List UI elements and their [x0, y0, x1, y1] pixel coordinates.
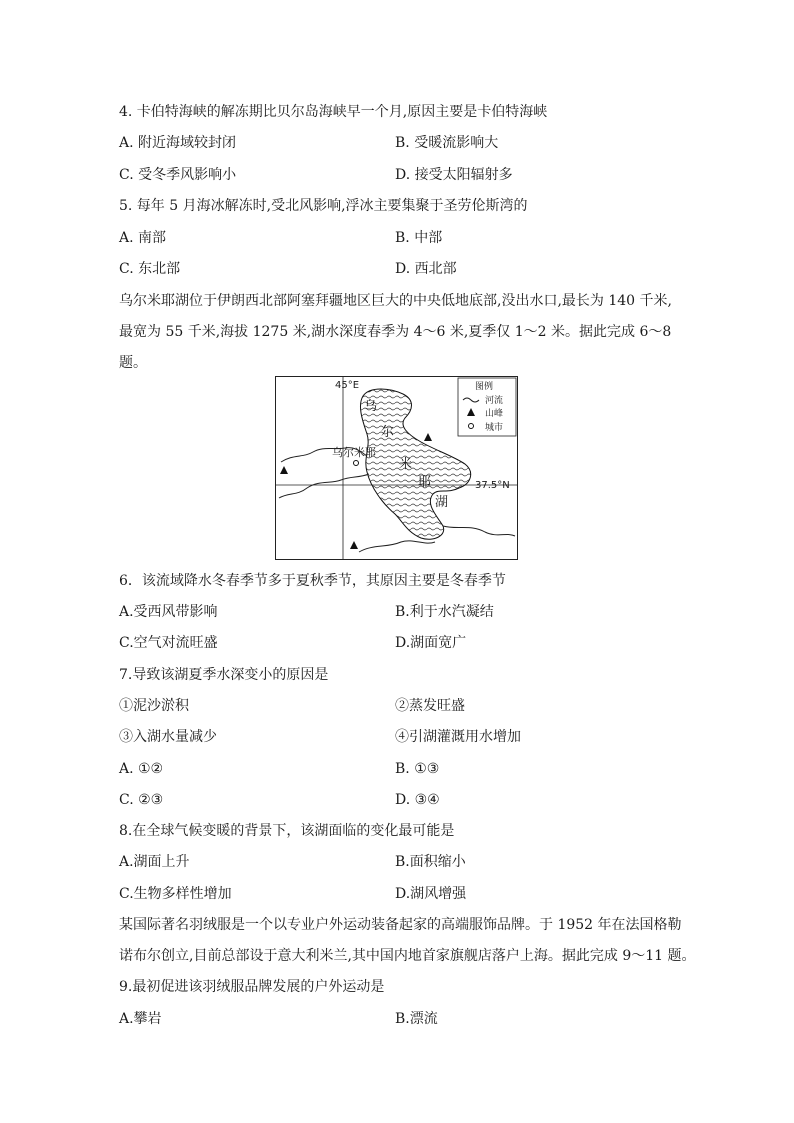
q9-stem: 9.最初促进该羽绒服品牌发展的户外运动是	[119, 979, 385, 995]
lake-label-char-5: 湖	[435, 495, 449, 510]
q4-option-b: B. 受暖流影响大	[395, 135, 499, 151]
legend-city-label: 城市	[485, 423, 504, 433]
lake-label-char-3: 米	[399, 457, 413, 472]
q8-option-d: D.湖风增强	[395, 886, 467, 902]
q4-stem: 4. 卡伯特海峡的解冻期比贝尔岛海峡早一个月,原因主要是卡伯特海峡	[119, 104, 548, 120]
q8-option-a: A.湖面上升	[119, 854, 190, 870]
city-urmia-marker	[354, 461, 359, 466]
passage1-line2: 最宽为 55 千米,海拔 1275 米,湖水深度春季为 4～6 米,夏季仅 1～2 米。据此完成 6～8	[119, 324, 672, 340]
legend-title: 图例	[475, 382, 494, 392]
q5-option-d: D. 西北部	[395, 261, 457, 277]
q4-option-a: A. 附近海域较封闭	[119, 135, 237, 151]
q6-option-d: D.湖面宽广	[395, 635, 467, 651]
q7-option-c: C. ②③	[119, 792, 164, 808]
q8-stem: 8.在全球气候变暖的背景下，该湖面临的变化最可能是	[119, 823, 455, 839]
q4-option-c: C. 受冬季风影响小	[119, 167, 237, 183]
q6-option-a: A.受西风带影响	[119, 604, 218, 620]
lake-urmia-map	[275, 376, 518, 560]
latitude-label: 37.5°N	[475, 480, 510, 491]
legend-city-icon	[469, 424, 474, 429]
lake-label-char-4: 耶	[418, 475, 432, 490]
city-urmia-label: 乌尔米耶	[332, 446, 376, 459]
q8-option-b: B.面积缩小	[395, 854, 466, 870]
q6-stem: 6．该流域降水冬春季节多于夏秋季节，其原因主要是冬春季节	[119, 573, 506, 589]
q8-option-c: C.生物多样性增加	[119, 886, 232, 902]
q6-option-b: B.利于水汽凝结	[395, 604, 494, 620]
passage2-line2: 诺布尔创立,目前总部设于意大利米兰,其中国内地首家旗舰店落户上海。据此完成 9～11 题。	[119, 948, 696, 964]
q5-stem: 5. 每年 5 月海冰解冻时,受北风影响,浮冰主要集聚于圣劳伦斯湾的	[119, 198, 528, 214]
passage1-line3: 题。	[119, 355, 147, 371]
legend-river-label: 河流	[485, 396, 504, 406]
q5-option-a: A. 南部	[119, 230, 167, 246]
q5-option-c: C. 东北部	[119, 261, 181, 277]
q9-option-a: A.攀岩	[119, 1011, 162, 1027]
passage1-line1: 乌尔米耶湖位于伊朗西北部阿塞拜疆地区巨大的中央低地底部,没出水口,最长为 140 千米,	[119, 293, 672, 309]
q7-item-3: ③入湖水量减少	[119, 729, 217, 745]
longitude-label: 45°E	[335, 380, 360, 391]
q5-option-b: B. 中部	[395, 230, 443, 246]
q4-option-d: D. 接受太阳辐射多	[395, 167, 513, 183]
q7-option-b: B. ①③	[395, 761, 440, 777]
q7-stem: 7.导致该湖夏季水深变小的原因是	[119, 667, 329, 683]
q7-option-d: D. ③④	[395, 792, 440, 808]
q7-option-a: A. ①②	[119, 761, 164, 777]
passage2-line1: 某国际著名羽绒服是一个以专业户外运动装备起家的高端服饰品牌。于 1952 年在法国格勒	[119, 917, 682, 933]
q9-option-b: B.漂流	[395, 1011, 438, 1027]
lake-label-char-2: 尔	[381, 425, 395, 440]
lake-label-char-1: 乌	[364, 399, 378, 414]
q7-item-4: ④引湖灌溉用水增加	[395, 729, 521, 745]
legend-peak-label: 山峰	[485, 409, 504, 419]
q7-item-2: ②蒸发旺盛	[395, 698, 465, 714]
q6-option-c: C.空气对流旺盛	[119, 635, 218, 651]
q7-item-1: ①泥沙淤积	[119, 698, 189, 714]
